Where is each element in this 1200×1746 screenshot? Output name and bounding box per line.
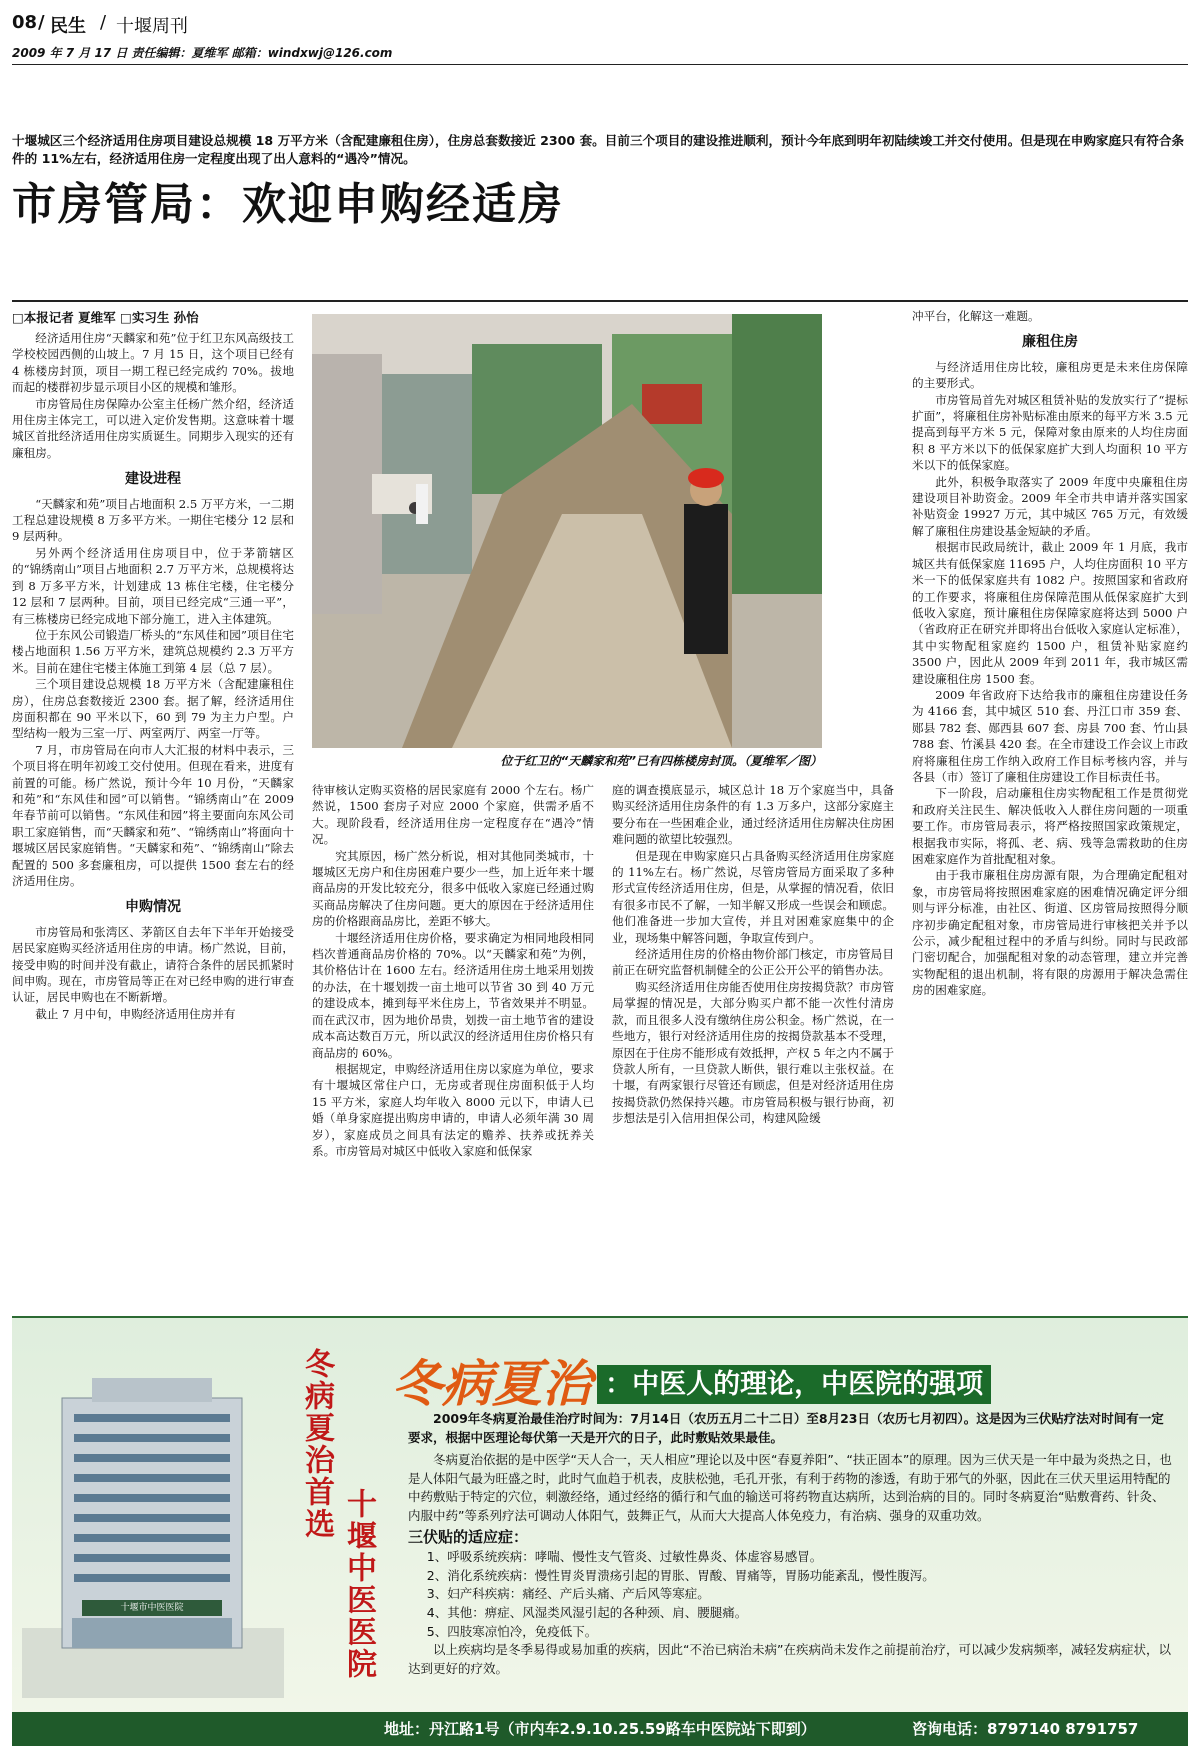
article-column-1 — [12, 330, 294, 1022]
ad-phone: 咨询电话：8797140 8791757 — [912, 1720, 1139, 1738]
paragraph: 根据市民政局统计，截止 2009 年 1 月底，我市城区共有低保家庭 11695 户，人均住房面积 10 平方米一下的低保家庭共有 1082 户。按照国家和省政府的工作要求，将廉租住房保障范围从低保家庭扩大到低收入家庭，预计廉租住房保障家庭将达到 5000 户（省政府正在研究并即将出台低收入家庭认定标准），其中实物配租家庭约 1500 户，租赁补贴家庭约 3500 户，因此从 2009 年到 2011 年，我市城区需建设廉租住房 1500 套。 — [912, 540, 1188, 686]
article-column-3 — [612, 782, 894, 1127]
paragraph: 截止 7 月中旬，申购经济适用住房并有 — [35, 1006, 236, 1021]
slash-2: / — [100, 12, 107, 33]
headline-rule — [12, 300, 1188, 302]
paragraph: 十堰经济适用住房价格，要求确定为相同地段相同档次普通商品房价格的 70%。以“天麟家和苑”为例，其价格估计在 1600 左右。经济适用住房土地采用划拨的办法，在十堰划拨一亩土地可以节省 30 到 40 万元的建设成本，摊到每平米住房上，节省效果并不明显。而在武汉市，因为地价昂贵，划拨一亩土地节省的建设成本高达数百万元，所以武汉的经济适用住房价格只有商品房的 60%。 — [312, 930, 594, 1060]
ad-contact-bar — [12, 1712, 1188, 1746]
article-column-4 — [912, 308, 1188, 999]
construction-photo — [312, 314, 822, 748]
ad-title-calligraphy: 冬病夏治 — [392, 1354, 592, 1413]
article-column-2 — [312, 782, 594, 1159]
paragraph: 7 月，市房管局在向市人大汇报的材料中表示，三个项目将在明年初竣工交付使用。但现在看来，进度有前置的可能。杨广然说，预计今年 10 月份，“天麟家和苑”和“东风佳和园”可以销售。“锦绣南山”在 2009 年春节前可以销售。“东风佳和园”将主要面向东风公司职工家庭销售，而“天麟家和苑”、“锦绣南山”将面向十堰城区居民家庭销售。“天麟家和苑”、“锦绣南山”除去配置的 500 多套廉租房，可以提供 1500 套左右的经济适用住房。 — [12, 742, 294, 888]
ad-indications-title: 三伏贴的适应症： — [408, 1527, 529, 1546]
header-rule — [12, 64, 1188, 65]
subheading-lowrent: 廉租住房 — [1022, 334, 1078, 351]
paragraph: 位于东风公司锻造厂桥头的“东风佳和园”项目住宅楼占地面积 1.56 万平方米，建筑总规模约 2.3 万平方米。目前在建住宅楼主体施工到第 4 层（总 7 层）。 — [12, 627, 294, 675]
photo-caption: 位于红卫的“天麟家和苑”已有四栋楼房封顶。（夏维军／图） — [500, 754, 822, 768]
paragraph: 市房管局和张湾区、茅箭区自去年下半年开始接受居民家庭购买经济适用住房的申请。杨广然说，目前，接受申购的时间并没有截止，请符合条件的居民抓紧时间申购。现在，市房管局等正在对已经申购的进行审查认证，居民申购也在不断新增。 — [12, 924, 294, 1005]
paragraph: 购买经济适用住房能否使用住房按揭贷款？市房管局掌握的情况是，大部分购买户都不能一次性付清房款，而且很多人没有缴纳住房公积金。杨广然说，在一些地方，银行对经济适用住房的按揭贷款基本不受理，原因在于住房不能形成有效抵押，产权 5 年之内不属于贷款人所有，一旦贷款人断供，银行难以主张权益。在十堰，有两家银行尽管还有顾虑，但是对经济适用住房按揭贷款仍然保持兴趣。市房管局积极与银行协商，初步想法是引入信用担保公司，构建风险缓 — [612, 979, 894, 1126]
ad-address: 地址：丹江路1号（市内车2.9.10.25.59路车中医院站下即到） — [384, 1720, 816, 1738]
indication-item: 1、呼吸系统疾病：哮喘、慢性支气管炎、过敏性鼻炎、体虚容易感冒。 — [426, 1549, 823, 1565]
photo-illustration — [312, 314, 822, 748]
dateline: 2009 年 7 月 17 日 责任编辑：夏维军 邮箱：windxwj@126.com — [12, 46, 393, 60]
paragraph: 经济适用住房的价格由物价部门核定，市房管局目前正在研究监督机制健全的公正公开公平的销售办法。 — [612, 947, 894, 978]
slash-1: / — [38, 12, 45, 33]
paragraph: 庭的调查摸底显示，城区总计 18 万个家庭当中，具备购买经济适用住房条件的有 1.3 万多户，这部分家庭主要分布在一些困难企业，通过经济适用住房解决住房困难问题的欲望比较强烈。 — [612, 783, 894, 847]
paragraph: 此外，积极争取落实了 2009 年度中央廉租住房建设项目补助资金。2009 年全市共申请并落实国家补贴资金 19927 万元，其中城区 765 万元，有效缓解了廉租住房建设基金短缺的矛盾。 — [912, 474, 1188, 538]
paragraph: 与经济适用住房比较，廉租房更是未来住房保障的主要形式。 — [912, 359, 1188, 391]
page-header — [12, 8, 1188, 68]
paragraph: 市房管局住房保障办公室主任杨广然介绍，经济适用住房主体完工，可以进入定价发售期。这意味着十堰城区首批经济适用住房实质诞生。同期步入现实的还有廉租房。 — [12, 396, 294, 460]
ad-body: 冬病夏治依据的是中医学“天人合一，天人相应”理论以及中医“春夏养阳”、“扶正固本”的原理。因为三伏天是一年中最为炎热之日，也是人体阳气最为旺盛之时，此时气血趋于机表，皮肤松弛，毛孔开张，有利于药物的渗透，有助于邪气的外驱，因此在三伏天里运用特配的中药敷贴于特定的穴位，刺激经络，通过经络的循行和气血的输送可将药物直达病所，达到治病的目的。同时冬病夏治“贴敷膏药、针灸、内服中药”等系列疗法可调动人体阳气，鼓舞正气，从而大大提高人体免疫力，有治病、强身的双重功效。 — [408, 1452, 1172, 1523]
indication-item: 5、四肢寒凉怕冷，免疫低下。 — [426, 1623, 598, 1639]
indication-item: 3、妇产科疾病：痛经、产后头痛、产后风等寒症。 — [426, 1586, 710, 1602]
weekly-title: 十堰周刊 — [116, 16, 188, 37]
headline: 市房管局：欢迎申购经适房 — [12, 179, 564, 230]
paragraph: 待审核认定购买资格的居民家庭有 2000 个左右。杨广然说，1500 套房子对应 2000 个家庭，供需矛盾不大。现阶段看，经济适用住房一定程度存在“遇冷”情况。 — [312, 783, 594, 847]
paragraph: 市房管局首先对城区租赁补贴的发放实行了“提标扩面”，将廉租住房补贴标准由原来的每平方米 3.5 元提高到每平方米 5 元，保障对象由原来的人均住房面积 8 平方米以下的低保家庭扩大到人均面积 10 平方米以下的低保家庭。 — [912, 392, 1188, 473]
ad-slogan-vertical: 冬病夏治首选 — [299, 1348, 334, 1540]
paragraph: 经济适用住房“天麟家和苑”位于红卫东风高级技工学校校园西侧的山坡上。7 月 15 日，这个项目已经有 4 栋楼房封顶，项目一期工程已经完成约 70%。拔地而起的楼群初步显示项目小区的规模和雏形。 — [12, 331, 294, 395]
article-lead: 十堰城区三个经济适用住房项目建设总规模 18 万平方米（含配建廉租住房），住房总套数接近 2300 套。目前三个项目的建设推进顺利，预计今年底到明年初陆续竣工并交付使用。但是现在申购家庭只有符合条件的 11%左右，经济适用住房一定程度出现了出人意料的“遇冷”情况。 — [12, 133, 1185, 166]
building-illustration — [22, 1378, 284, 1698]
hospital-advertisement — [12, 1316, 1188, 1746]
paragraph: 2009 年省政府下达给我市的廉租住房建设任务为 4166 套，其中城区 510 套、丹江口市 359 套、郧县 782 套、郧西县 607 套、房县 700 套、竹山县 788 套、竹溪县 420 套。在全市建设工作会议上市政府将廉租住房工作纳入政府工作目标考核内容，并与各县（市）签订了廉租住房建设工作目标责任书。 — [912, 687, 1188, 784]
ad-intro: 2009年冬病夏治最佳治疗时间为：7月14日（农历五月二十二日）至8月23日（农历七月初四）。这是因为三伏贴疗法对时间有一定要求，根据中医理论每伏第一天是开穴的日子，此时敷贴效果最佳。 — [408, 1411, 1164, 1445]
subheading-construction: 建设进程 — [125, 471, 181, 488]
page-number: 08 — [12, 12, 38, 33]
paragraph: 由于我市廉租住房房源有限，为合理确定配租对象，市房管局将按照困难家庭的困难情况确定评分细则与评分标准，由社区、街道、区房管局按照得分顺序初步确定配租对象，市房管局进行审核把关并予以公示，减少配租过程中的矛盾与纠纷。同时与民政部门密切配合，加强配租对象的动态管理，建立并完善实物配租的退出机制，将有限的房源用于解决急需住房的困难家庭。 — [912, 868, 1188, 998]
paragraph: 但是现在申购家庭只占具备购买经济适用住房家庭的 11%左右。杨广然说，尽管房管局方面采取了多种形式宣传经济适用住房，但是，从掌握的情况看，依旧有很多市民不了解，一知半解又形成一些误会和顾虑。他们准备进一步加大宣传，并且对困难家庭集中的企业，现场集中解答问题，争取宣传到户。 — [612, 848, 894, 945]
hospital-building-image — [22, 1378, 284, 1698]
paragraph: 根据规定，申购经济适用住房以家庭为单位，要求有十堰城区常住户口，无房或者现住房面积低于人均 15 平方米，家庭人均年收入 8000 元以下，申请人已婚（单身家庭提出购房申请的，申请人必须年满 30 周岁），家庭成员之间具有法定的赡养、扶养或抚养关系。市房管局对城区中低收入家庭和低保家 — [312, 1061, 594, 1158]
paragraph: “天麟家和苑”项目占地面积 2.5 万平方米，一二期工程总建设规模 8 万多平方米。一期住宅楼分 12 层和 9 层两种。 — [12, 496, 294, 544]
indication-item: 2、消化系统疾病：慢性胃炎胃溃疡引起的胃胀、胃酸、胃痛等，胃肠功能紊乱，慢性腹泻。 — [426, 1567, 935, 1583]
building-sign: 十堰市中医医院 — [120, 1603, 184, 1613]
paragraph: 究其原因，杨广然分析说，相对其他同类城市，十堰城区无房户和住房困难户要少一些，加上近年来十堰商品房的开发比较充分，很多中低收入家庭已经通过购买商品房解决了住房问题。更大的原因在于经济适用住房的价格跟商品房比，差距不够大。 — [312, 848, 594, 929]
paragraph: 另外两个经济适用住房项目中，位于茅箭辖区的“锦绣南山”项目占地面积 2.7 万平方米，总规模将达到 8 万多平方米，计划建成 13 栋住宅楼，住宅楼分 12 层和 7 层两种。目前，项目已经完成“三通一平”，有三栋楼房已经完成地下部分施工，进入主体建筑。 — [12, 545, 294, 626]
ad-title-slogan: ：中医人的理论，中医院的强项 — [597, 1365, 991, 1404]
section-title: 民生 — [50, 16, 86, 37]
paragraph: 冲平台，化解这一难题。 — [912, 309, 1040, 323]
ad-hospital-name-vertical: 十堰中医医院 — [341, 1488, 376, 1680]
ad-text — [408, 1410, 1174, 1678]
byline: □本报记者 夏维军 □实习生 孙怡 — [12, 310, 199, 325]
indication-item: 4、其他：痹症、风湿类风湿引起的各种颈、肩、腰腿痛。 — [426, 1604, 748, 1620]
subheading-applications: 申购情况 — [125, 899, 181, 916]
ad-title — [392, 1344, 1182, 1413]
paragraph: 下一阶段，启动廉租住房实物配租工作是贯彻党和政府关注民生、解决低收入人群住房问题的一项重要工作。市房管局表示，将严格按照国家政策规定，根据我市实际，将孤、老、病、残等急需救助的住房困难家庭作为首批配租对象。 — [912, 786, 1188, 866]
ad-closing: 以上疾病均是冬季易得或易加重的疾病，因此“不治已病治未病”在疾病尚未发作之前提前治疗，可以减少发病频率，减轻发病症状，以达到更好的疗效。 — [408, 1642, 1171, 1676]
paragraph: 三个项目建设总规模 18 万平方米（含配建廉租住房），住房总套数接近 2300 套。据了解，经济适用住房面积都在 90 平米以下，60 到 79 为主力户型。户型结构一般为三室一厅、两室两厅、两室一厅等。 — [12, 677, 294, 741]
